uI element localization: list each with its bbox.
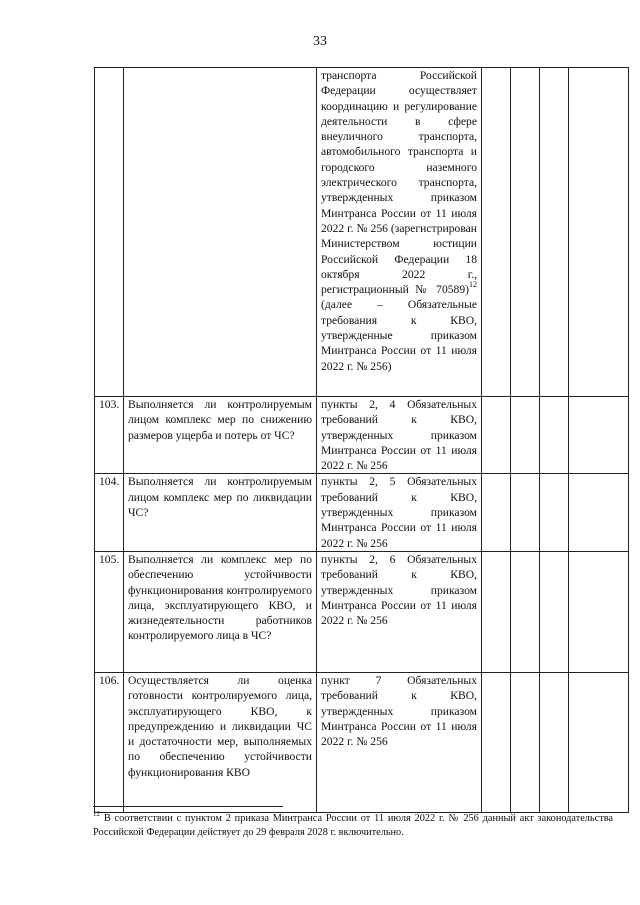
empty-cell [511,551,540,672]
empty-cell [540,672,569,812]
question-cell: Осуществляется ли оценка готовности контролируемого лица, эксплуатирующего КВО, к предупреждению и ликвидации ЧС и достаточности мер, выполняемых по обеспечению устойчивости функционирования КВО [124,672,317,812]
table-row [95,474,629,551]
reference-cell [317,68,482,397]
table-row [95,551,629,672]
table-row [95,672,629,812]
table-row [95,68,629,397]
empty-cell [569,474,629,551]
reference-text-tail: (далее – Обязательные требования к КВО, утвержденные приказом Минтранса России от 11 июля 2022 г. № 256) [321,298,477,373]
empty-cell [482,397,511,474]
reference-cell: пункты 2, 5 Обязательных требований к КВО, утвержденных приказом Минтранса России от 11 июля 2022 г. № 256 [317,474,482,551]
row-number: 106. [95,672,124,812]
row-number: 103. [95,397,124,474]
footnote-text: В соответствии с пунктом 2 приказа Минтранса России от 11 июля 2022 г. № 256 данный акт законодательства Российской Федерации действует до 29 февраля 2028 г. включительно. [93,813,613,838]
footnote [93,809,613,840]
empty-cell [511,68,540,397]
page-number: 33 [313,34,327,49]
question-cell [124,68,317,397]
question-cell: Выполняется ли контролируемым лицом комплекс мер по ликвидации ЧС? [124,474,317,551]
footnote-reference: 12 [469,280,477,290]
reference-cell: пункты 2, 4 Обязательных требований к КВО, утвержденных приказом Минтранса России от 11 июля 2022 г. № 256 [317,397,482,474]
question-cell: Выполняется ли комплекс мер по обеспечению устойчивости функционирования контролируемого лица, эксплуатирующего КВО, и жизнедеятельности работников контролируемого лица в ЧС? [124,551,317,672]
empty-cell [482,474,511,551]
empty-cell [569,397,629,474]
empty-cell [540,474,569,551]
empty-cell [511,397,540,474]
empty-cell [569,672,629,812]
empty-cell [482,672,511,812]
table-row [95,397,629,474]
empty-cell [482,551,511,672]
row-number: 105. [95,551,124,672]
empty-cell [569,551,629,672]
row-number: 104. [95,474,124,551]
footnote-divider [93,806,283,807]
empty-cell [482,68,511,397]
row-number [95,68,124,397]
empty-cell [540,397,569,474]
reference-cell: пункт 7 Обязательных требований к КВО, утвержденных приказом Минтранса России от 11 июля 2022 г. № 256 [317,672,482,812]
empty-cell [569,68,629,397]
reference-text: транспорта Российской Федерации осуществляет координацию и регулирование деятельности в сфере внеуличного транспорта, автомобильного транспорта и городского наземного электрического транспорта, утвержденных приказом Минтранса России от 11 июля 2022 г. № 256 (зарегистрирован Министерством юстиции Российской Федерации 18 октября 2022 г., регистрационный № 70589) [321,69,477,297]
reference-cell: пункты 2, 6 Обязательных требований к КВО, утвержденных приказом Минтранса России от 11 июля 2022 г. № 256 [317,551,482,672]
empty-cell [540,551,569,672]
empty-cell [540,68,569,397]
footnote-mark: 12 [93,809,100,818]
requirements-table [94,67,629,813]
empty-cell [511,474,540,551]
question-cell: Выполняется ли контролируемым лицом комплекс мер по снижению размеров ущерба и потерь от ЧС? [124,397,317,474]
empty-cell [511,672,540,812]
